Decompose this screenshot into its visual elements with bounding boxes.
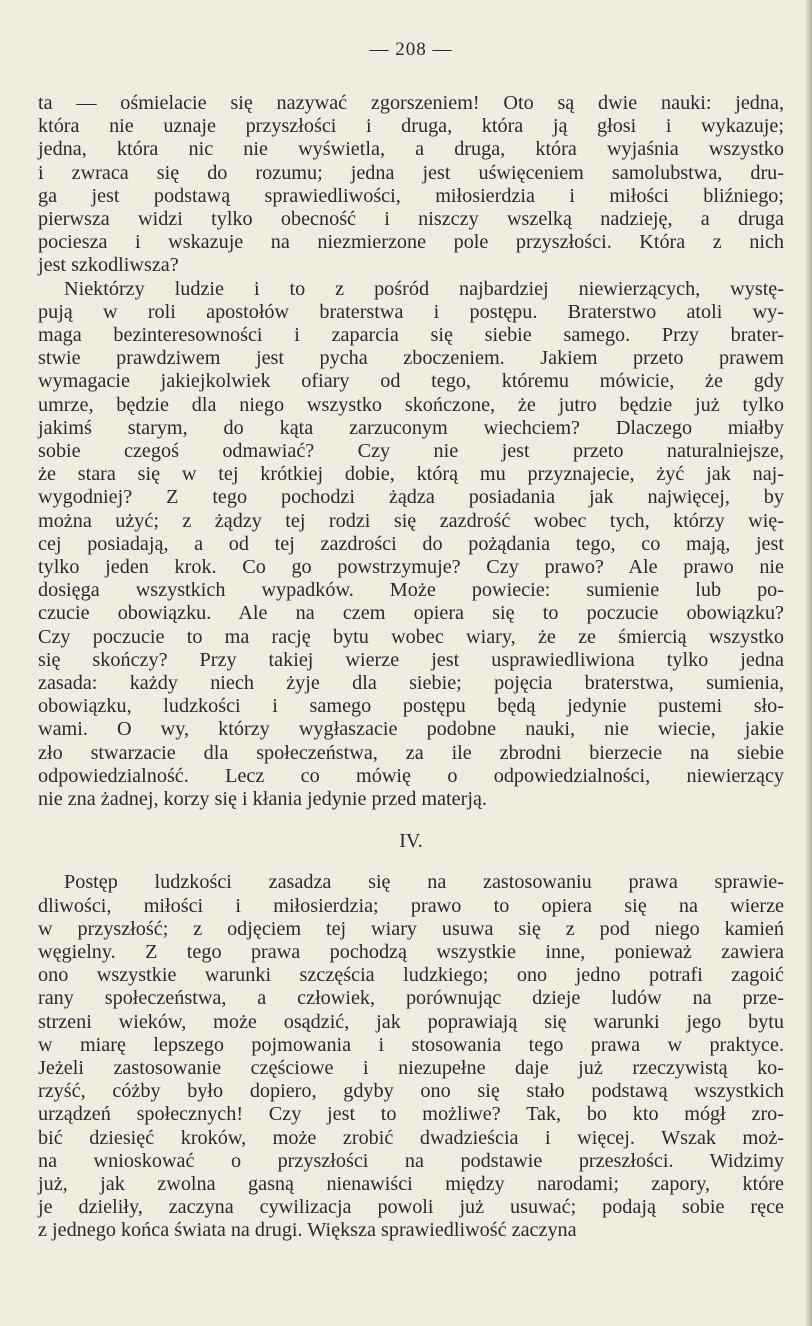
text-line: dliwości, miłości i miłosierdzia; prawo to opiera się na wierze [38,894,784,917]
text-line: węgielny. Z tego prawa pochodzą wszystkie inne, ponieważ zawiera [38,940,784,963]
page [38,38,784,1243]
text-line: ta — ośmielacie się nazywać zgorszeniem! Oto są dwie nauki: jedna, [38,92,784,114]
paragraph-1 [38,92,784,278]
text-line: zasada: każdy niech żyje dla siebie; pojęcia braterstwa, sumienia, [38,672,784,695]
text-line: w miarę lepszego pojmowania i stosowania tego prawa w praktyce. [38,1033,784,1056]
text-line: się skończy? Przy takiej wierze jest usprawiedliwiona tylko jedna [38,648,784,671]
text-line: jest szkodliwsza? [38,254,179,277]
text-line: odpowiedzialność. Lecz co mówię o odpowiedzialności, niewierzący [38,764,784,787]
text-line: pują w roli apostołów braterstwa i postępu. Braterstwo atoli wy- [38,300,784,323]
text-line: wami. O wy, którzy wygłaszacie podobne nauki, nie wiecie, jakie [38,718,784,741]
text-line: Niektórzy ludzie i to z pośród najbardziej niewierzących, wystę- [64,277,784,300]
text-line: pierwsza widzi tylko obecność i niszczy wszelką nadzieję, a druga [38,208,784,231]
text-line: je dzieliły, zaczyna cywilizacja powoli już usuwać; podają sobie ręce [38,1196,784,1219]
text-line: na wnioskować o przyszłości na podstawie przeszłości. Widzimy [38,1149,784,1172]
text-line: umrze, będzie dla niego wszystko skończone, że jutro będzie już tylko [38,393,784,416]
text-line: już, jak zwolna gasną nienawiści między narodami; zapory, które [38,1172,784,1195]
text-line: stwie prawdziwem jest pycha zboczeniem. Jakiem przeto prawem [38,347,784,370]
text-line: zło stwarzacie dla społeczeństwa, za ile zbrodni bierzecie na siebie [38,741,784,764]
text-line: bić dziesięć kroków, może zrobić dwadzieścia i więcej. Wszak moż- [38,1126,784,1149]
text-line: Jeżeli zastosowanie częściowe i niezupełne daje już rzeczywistą ko- [38,1056,784,1079]
text-line: nie zna żadnej, korzy się i kłania jedynie przed materją. [38,788,487,811]
text-line: wymagacie jakiejkolwiek ofiary od tego, któremu mówicie, że gdy [38,370,784,393]
text-line: strzeni wieków, może osądzić, jak poprawiają się warunki jego bytu [38,1010,784,1033]
text-line: że stara się w tej krótkiej dobie, którą mu przyznajecie, żyć jak naj- [38,463,784,486]
text-line: jedna, która nic nie wyświetla, a druga, która wyjaśnia wszystko [38,138,784,161]
text-line: i zwraca się do rozumu; jedna jest uświęceniem samolubstwa, dru- [38,161,784,184]
text-line: można użyć; z żądzy tej rodzi się zazdrość wobec tych, którzy wię- [38,509,784,532]
text-line: dosięga wszystkich wypadków. Może powiecie: sumienie lub po- [38,579,784,602]
text-line: ono wszystkie warunki szczęścia ludzkiego; ono jedno potrafi zagoić [38,964,784,987]
page-edge-shadow [806,0,812,1326]
text-line: maga bezinteresowności i zaparcia się siebie samego. Przy brater- [38,324,784,347]
text-line: sobie czegoś odmawiać? Czy nie jest przeto naturalniejsze, [38,440,784,463]
paragraph-3 [38,871,784,1242]
text-line: jakimś starym, do kąta zarzuconym wiechciem? Dlaczego miałby [38,416,784,439]
text-line: tylko jeden krok. Co go powstrzymuje? Czy prawo? Ale prawo nie [38,556,784,579]
text-line: rzyść, cóżby było dopiero, gdyby ono się stało podstawą wszystkich [38,1080,784,1103]
text-line: z jednego końca świata na drugi. Większa sprawiedliwość zaczyna [38,1219,577,1242]
text-line: Postęp ludzkości zasadza się na zastosowaniu prawa sprawie- [64,871,784,894]
text-line: rany społeczeństwa, a człowiek, porównując dzieje ludów na prze- [38,987,784,1010]
text-line: ga jest podstawą sprawiedliwości, miłosierdzia i miłości bliźniego; [38,184,784,207]
text-line: która nie uznaje przyszłości i druga, która ją głosi i wykazuje; [38,115,784,138]
text-line: czucie obowiązku. Ale na czem opiera się to poczucie obowiązku? [38,602,784,625]
text-line: w przyszłość; z odjęciem tej wiary usuwa się z pod niego kamień [38,917,784,940]
page-number: — 208 — [369,39,453,60]
text-line: wygodniej? Z tego pochodzi żądza posiadania jak najwięcej, by [38,486,784,509]
text-line: urządzeń społecznych! Czy jest to możliwe? Tak, bo kto mógł zro- [38,1103,784,1126]
text-line: pociesza i wskazuje na niezmierzone pole przyszłości. Która z nich [38,231,784,254]
text-line: Czy poczucie to ma rację bytu wobec wiary, że ze śmiercią wszystko [38,625,784,648]
section-heading: IV. [399,830,423,853]
paragraph-2 [38,278,784,812]
text-line: cej posiadają, a od tej zazdrości do pożądania tego, co mają, jest [38,532,784,555]
text-line: obowiązku, ludzkości i samego postępu będą jedynie pustemi sło- [38,695,784,718]
